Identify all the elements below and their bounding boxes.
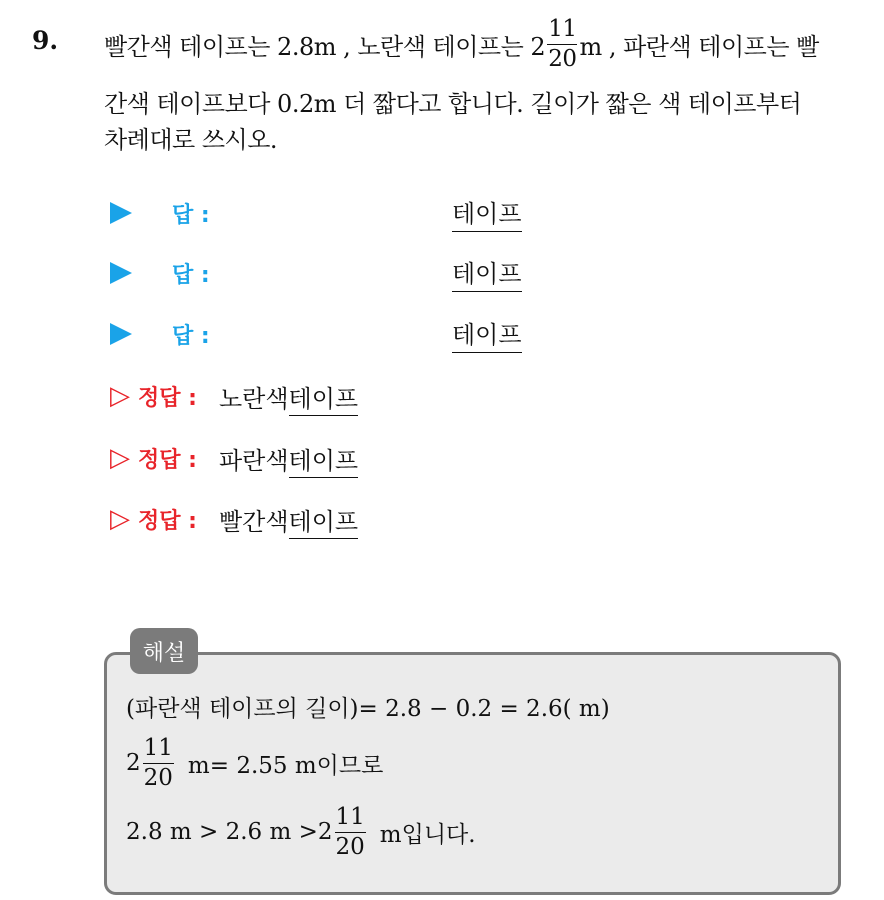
correct-suffix: 테이프 (289, 447, 359, 478)
fraction-numerator: 11 (547, 18, 577, 45)
answer-blank[interactable]: 테이프 (452, 315, 522, 353)
correct-suffix: 테이프 (289, 508, 359, 539)
solution-line-3 (126, 800, 476, 864)
correct-value (219, 441, 358, 476)
question-fraction (547, 15, 577, 72)
question-line-1-part2: m , 파란색 테이프는 빨 (579, 32, 819, 61)
correct-value (219, 379, 358, 414)
play-arrow-icon (110, 323, 132, 345)
solution-whole-number: 2 (126, 750, 141, 776)
solution-line-2 (126, 732, 383, 794)
fraction-numerator: 11 (143, 737, 174, 764)
correct-label: 정답 : (138, 385, 197, 411)
solution-line-3-prefix: 2.8 m > 2.6 m >2 (126, 819, 333, 845)
correct-row-1 (110, 376, 358, 416)
outline-triangle-icon: ▷ (110, 504, 130, 534)
question-number: 9. (32, 26, 59, 55)
correct-color-word: 빨간색 (218, 507, 289, 536)
fraction-denominator: 20 (548, 45, 577, 72)
answer-row-1 (110, 193, 522, 233)
solution-line-1: (파란색 테이프의 길이)= 2.8 − 0.2 = 2.6( m) (126, 695, 610, 722)
question-line-3: 차례대로 쓰시오. (104, 126, 278, 154)
fraction-denominator: 20 (143, 764, 173, 791)
question-line-2: 간색 테이프보다 0.2m 더 짧다고 합니다. 길이가 짧은 색 테이프부터 (104, 90, 802, 118)
answer-row-3 (110, 314, 522, 354)
correct-row-2 (110, 438, 358, 478)
fraction-denominator: 20 (335, 833, 365, 860)
answer-blank[interactable]: 테이프 (452, 194, 522, 232)
play-arrow-icon (110, 262, 132, 284)
answer-label: 답 : (172, 262, 210, 288)
answer-label: 답 : (172, 202, 210, 228)
outline-triangle-icon: ▷ (110, 443, 130, 473)
answer-blank[interactable]: 테이프 (452, 254, 522, 292)
solution-line-3-rest: m입니다. (379, 821, 476, 848)
solution-fraction (143, 734, 174, 791)
solution-line-2-rest: m= 2.55 m이므로 (187, 752, 384, 779)
correct-color-word: 파란색 (218, 446, 289, 475)
solution-fraction (335, 803, 366, 860)
correct-value (219, 502, 358, 537)
play-arrow-icon (110, 202, 132, 224)
correct-suffix: 테이프 (289, 385, 359, 416)
correct-row-3 (110, 499, 358, 539)
outline-triangle-icon: ▷ (110, 381, 130, 411)
correct-label: 정답 : (138, 508, 197, 534)
fraction-numerator: 11 (335, 806, 366, 833)
correct-label: 정답 : (138, 447, 197, 473)
question-line-1 (104, 14, 819, 74)
question-line-1-part1: 빨간색 테이프는 2.8m , 노란색 테이프는 2 (104, 32, 546, 61)
answer-label: 답 : (172, 323, 210, 349)
correct-color-word: 노란색 (218, 384, 289, 413)
answer-row-2 (110, 253, 522, 293)
solution-tag: 해설 (130, 628, 198, 674)
